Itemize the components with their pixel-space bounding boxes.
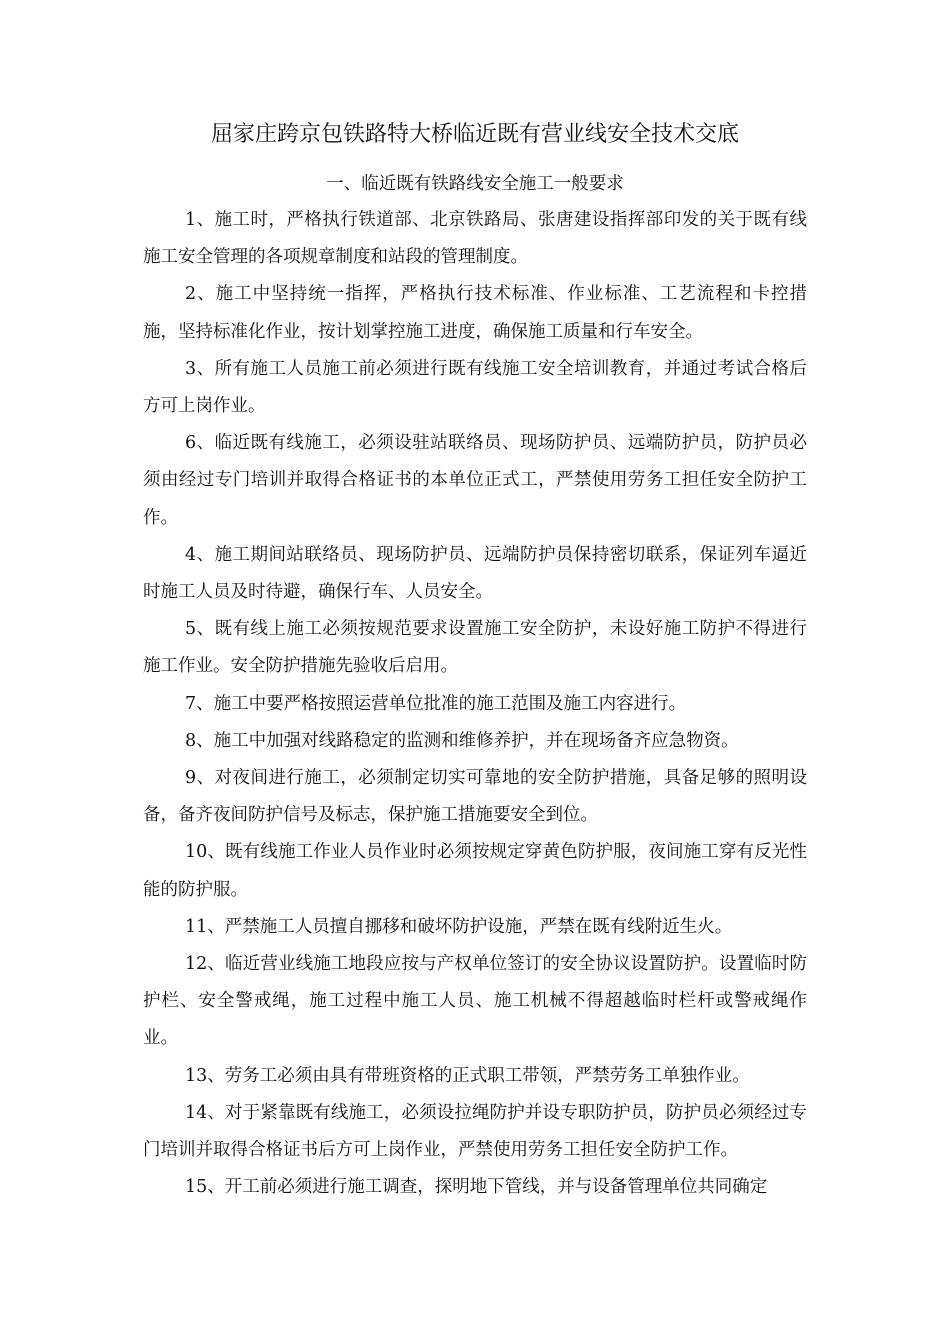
document-title: 屈家庄跨京包铁路特大桥临近既有营业线安全技术交底 bbox=[210, 122, 739, 147]
paragraph: 1、施工时，严格执行铁道部、北京铁路局、张唐建设指挥部印发的关于既有线施工安全管理的各项规章制度和站段的管理制度。 bbox=[143, 210, 807, 268]
paragraph: 13、劳务工必须由具有带班资格的正式职工带领，严禁劳务工单独作业。 bbox=[185, 1065, 750, 1086]
paragraph: 2、施工中坚持统一指挥，严格执行技术标准、作业标准、工艺流程和卡控措施，坚持标准化作业，按计划掌控施工进度，确保施工质量和行车安全。 bbox=[143, 284, 807, 342]
paragraph: 3、所有施工人员施工前必须进行既有线施工安全培训教育，并通过考试合格后方可上岗作业。 bbox=[143, 358, 807, 417]
paragraph: 7、施工中要严格按照运营单位批准的施工范围及施工内容进行。 bbox=[185, 693, 687, 714]
paragraph: 14、对于紧靠既有线施工，必须设拉绳防护并设专职防护员，防护员必须经过专门培训并取得合格证书后方可上岗作业，严禁使用劳务工担任安全防护工作。 bbox=[143, 1102, 807, 1161]
paragraph: 6、临近既有线施工，必须设驻站联络员、现场防护员、远端防护员，防护员必须由经过专门培训并取得合格证书的本单位正式工，严禁使用劳务工担任安全防护工作。 bbox=[143, 433, 807, 528]
paragraph: 11、严禁施工人员擅自挪移和破坏防护设施，严禁在既有线附近生火。 bbox=[185, 916, 733, 937]
paragraph: 8、施工中加强对线路稳定的监测和维修养护，并在现场备齐应急物资。 bbox=[185, 730, 739, 751]
paragraph: 12、临近营业线施工地段应按与产权单位签订的安全协议设置防护。设置临时防护栏、安全警戒绳，施工过程中施工人员、施工机械不得超越临时栏杆或警戒绳作业。 bbox=[143, 954, 807, 1049]
paragraph: 4、施工期间站联络员、现场防护员、远端防护员保持密切联系，保证列车逼近时施工人员及时待避，确保行车、人员安全。 bbox=[143, 544, 807, 603]
paragraph: 15、开工前必须进行施工调查，探明地下管线，并与设备管理单位共同确定 bbox=[185, 1177, 768, 1198]
paragraph: 5、既有线上施工必须按规范要求设置施工安全防护，未设好施工防护不得进行施工作业。安全防护措施先验收后启用。 bbox=[143, 619, 807, 677]
document-body bbox=[143, 202, 807, 1206]
paragraph: 9、对夜间进行施工，必须制定切实可靠地的安全防护措施，具备足够的照明设备，备齐夜间防护信号及标志，保护施工措施要安全到位。 bbox=[143, 768, 807, 826]
paragraph: 10、既有线施工作业人员作业时必须按规定穿黄色防护服，夜间施工穿有反光性能的防护服。 bbox=[143, 842, 807, 900]
section-heading: 一、临近既有铁路线安全施工一般要求 bbox=[326, 174, 624, 194]
